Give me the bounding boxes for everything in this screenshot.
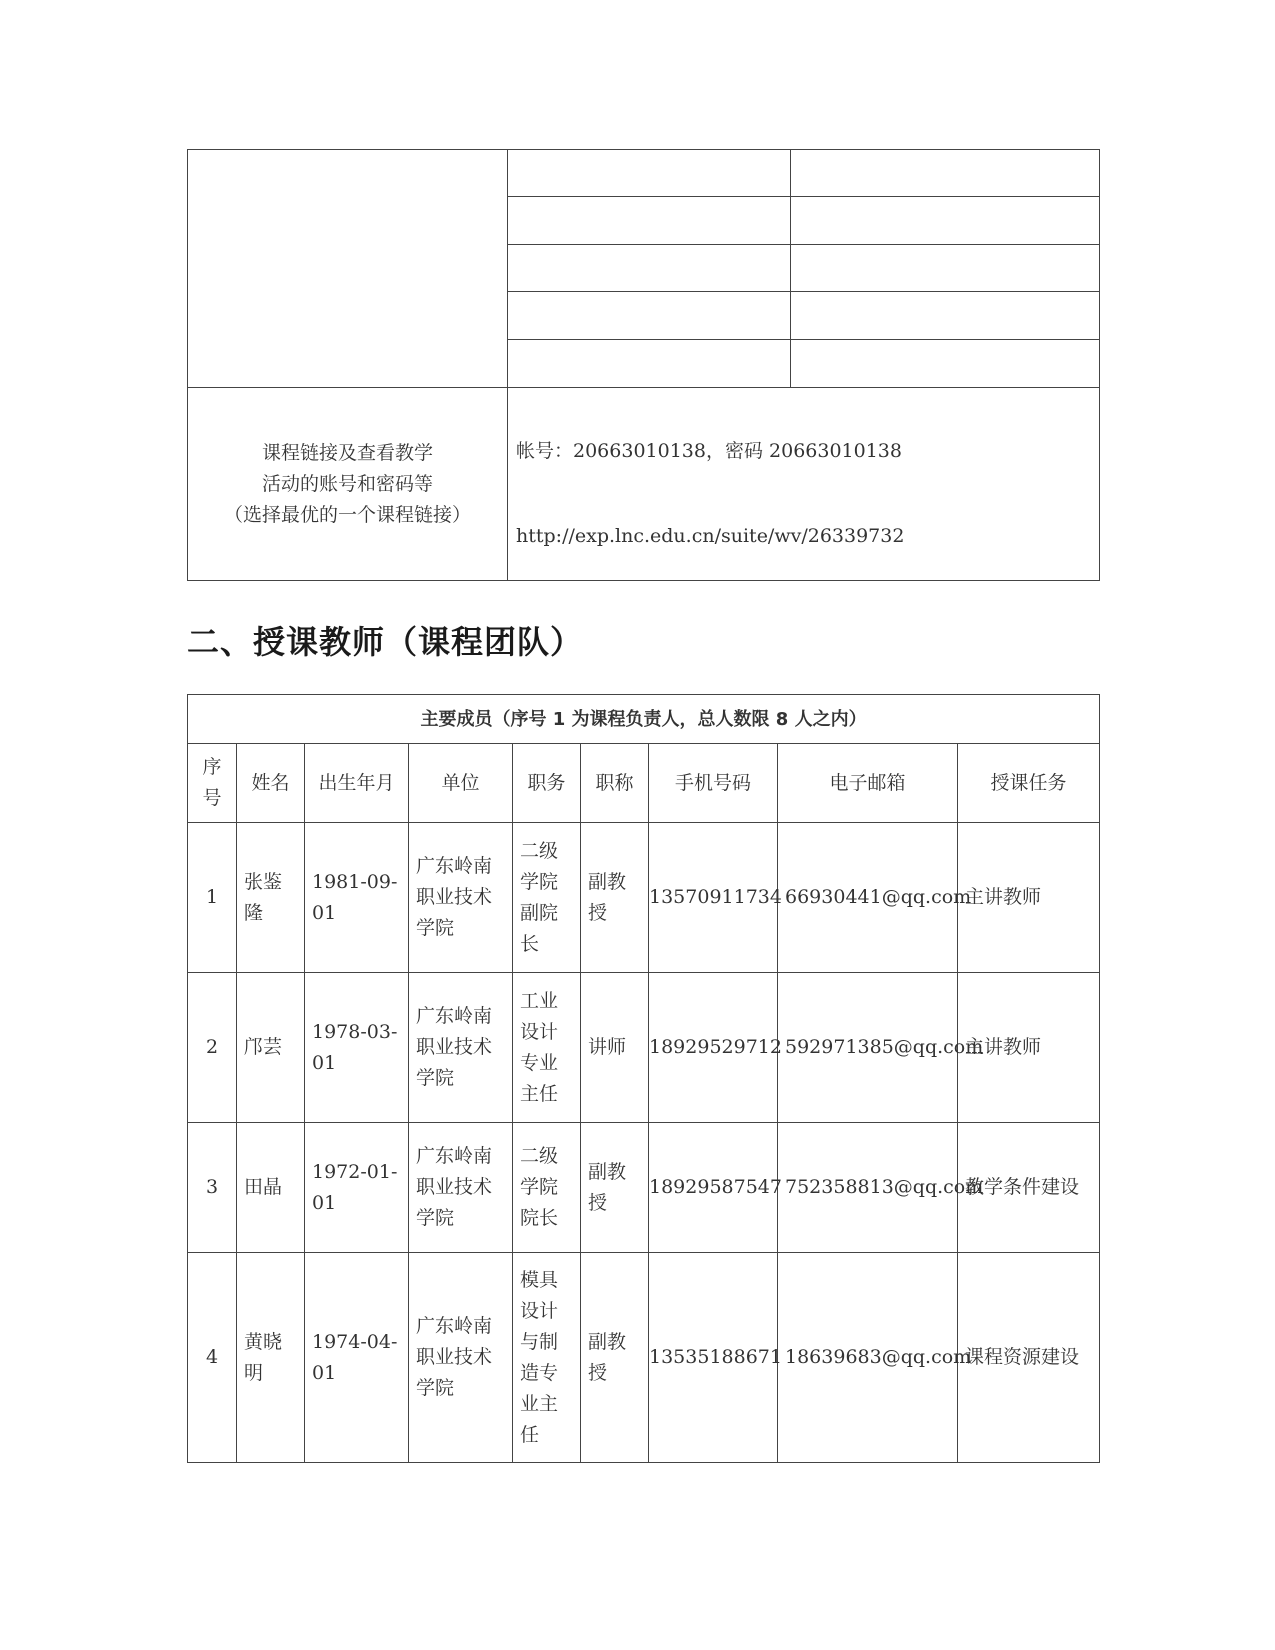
course-link-label: 课程链接及查看教学 活动的账号和密码等 （选择最优的一个课程链接） [188,388,508,581]
cell-email: 66930441@qq.com [778,823,958,973]
cell-unit: 广东岭南职业技术学院 [409,1253,513,1463]
empty-merged-cell [188,150,508,388]
empty-cell [791,340,1100,388]
cell-task: 主讲教师 [958,973,1100,1123]
cell-task: 教学条件建设 [958,1123,1100,1253]
cell-unit: 广东岭南职业技术学院 [409,973,513,1123]
cell-name: 张鉴隆 [237,823,305,973]
course-url[interactable]: http://exp.lnc.edu.cn/suite/wv/26339732 [516,525,905,547]
cell-task: 课程资源建设 [958,1253,1100,1463]
cell-birth: 1972-01-01 [305,1123,409,1253]
cell-birth: 1978-03-01 [305,973,409,1123]
cell-phone: 13570911734 [649,823,778,973]
header-row [188,744,1100,823]
empty-cell [791,245,1100,292]
account-password: 帐号：20663010138，密码 20663010138 [516,440,902,462]
cell-position: 二级学院院长 [513,1123,581,1253]
cell-position: 模具设计与制造专业主任 [513,1253,581,1463]
header-phone: 手机号码 [649,744,778,823]
cell-no: 2 [188,973,237,1123]
cell-no: 1 [188,823,237,973]
cell-name: 黄晓明 [237,1253,305,1463]
course-info-table [187,149,1100,581]
header-birth: 出生年月 [305,744,409,823]
cell-email: 752358813@qq.com [778,1123,958,1253]
header-name: 姓名 [237,744,305,823]
cell-title: 讲师 [581,973,649,1123]
table-row [188,1253,1100,1463]
cell-no: 4 [188,1253,237,1463]
header-email: 电子邮箱 [778,744,958,823]
empty-cell [508,197,791,245]
empty-cell [508,150,791,197]
cell-title: 副教授 [581,1253,649,1463]
cell-phone: 13535188671 [649,1253,778,1463]
empty-cell [791,292,1100,340]
cell-position: 工业设计专业主任 [513,973,581,1123]
cell-no: 3 [188,1123,237,1253]
section-title: 二、授课教师（课程团队） [187,623,584,661]
cell-email: 18639683@qq.com [778,1253,958,1463]
header-task: 授课任务 [958,744,1100,823]
empty-cell [791,150,1100,197]
empty-cell [508,245,791,292]
cell-name: 田晶 [237,1123,305,1253]
course-link-value [508,388,1100,581]
cell-title: 副教授 [581,823,649,973]
header-unit: 单位 [409,744,513,823]
table-row [188,823,1100,973]
cell-birth: 1981-09-01 [305,823,409,973]
cell-name: 邝芸 [237,973,305,1123]
table-row [188,1123,1100,1253]
header-title: 职称 [581,744,649,823]
cell-email: 592971385@qq.com [778,973,958,1123]
table-row [188,973,1100,1123]
team-members-table [187,694,1100,1463]
empty-cell [791,197,1100,245]
cell-phone: 18929529712 [649,973,778,1123]
header-position: 职务 [513,744,581,823]
cell-birth: 1974-04-01 [305,1253,409,1463]
cell-unit: 广东岭南职业技术学院 [409,823,513,973]
cell-position: 二级学院副院长 [513,823,581,973]
empty-cell [508,340,791,388]
cell-task: 主讲教师 [958,823,1100,973]
header-no: 序号 [188,744,237,823]
cell-phone: 18929587547 [649,1123,778,1253]
empty-cell [508,292,791,340]
table-caption: 主要成员（序号 1 为课程负责人，总人数限 8 人之内） [188,695,1100,744]
cell-unit: 广东岭南职业技术学院 [409,1123,513,1253]
cell-title: 副教授 [581,1123,649,1253]
